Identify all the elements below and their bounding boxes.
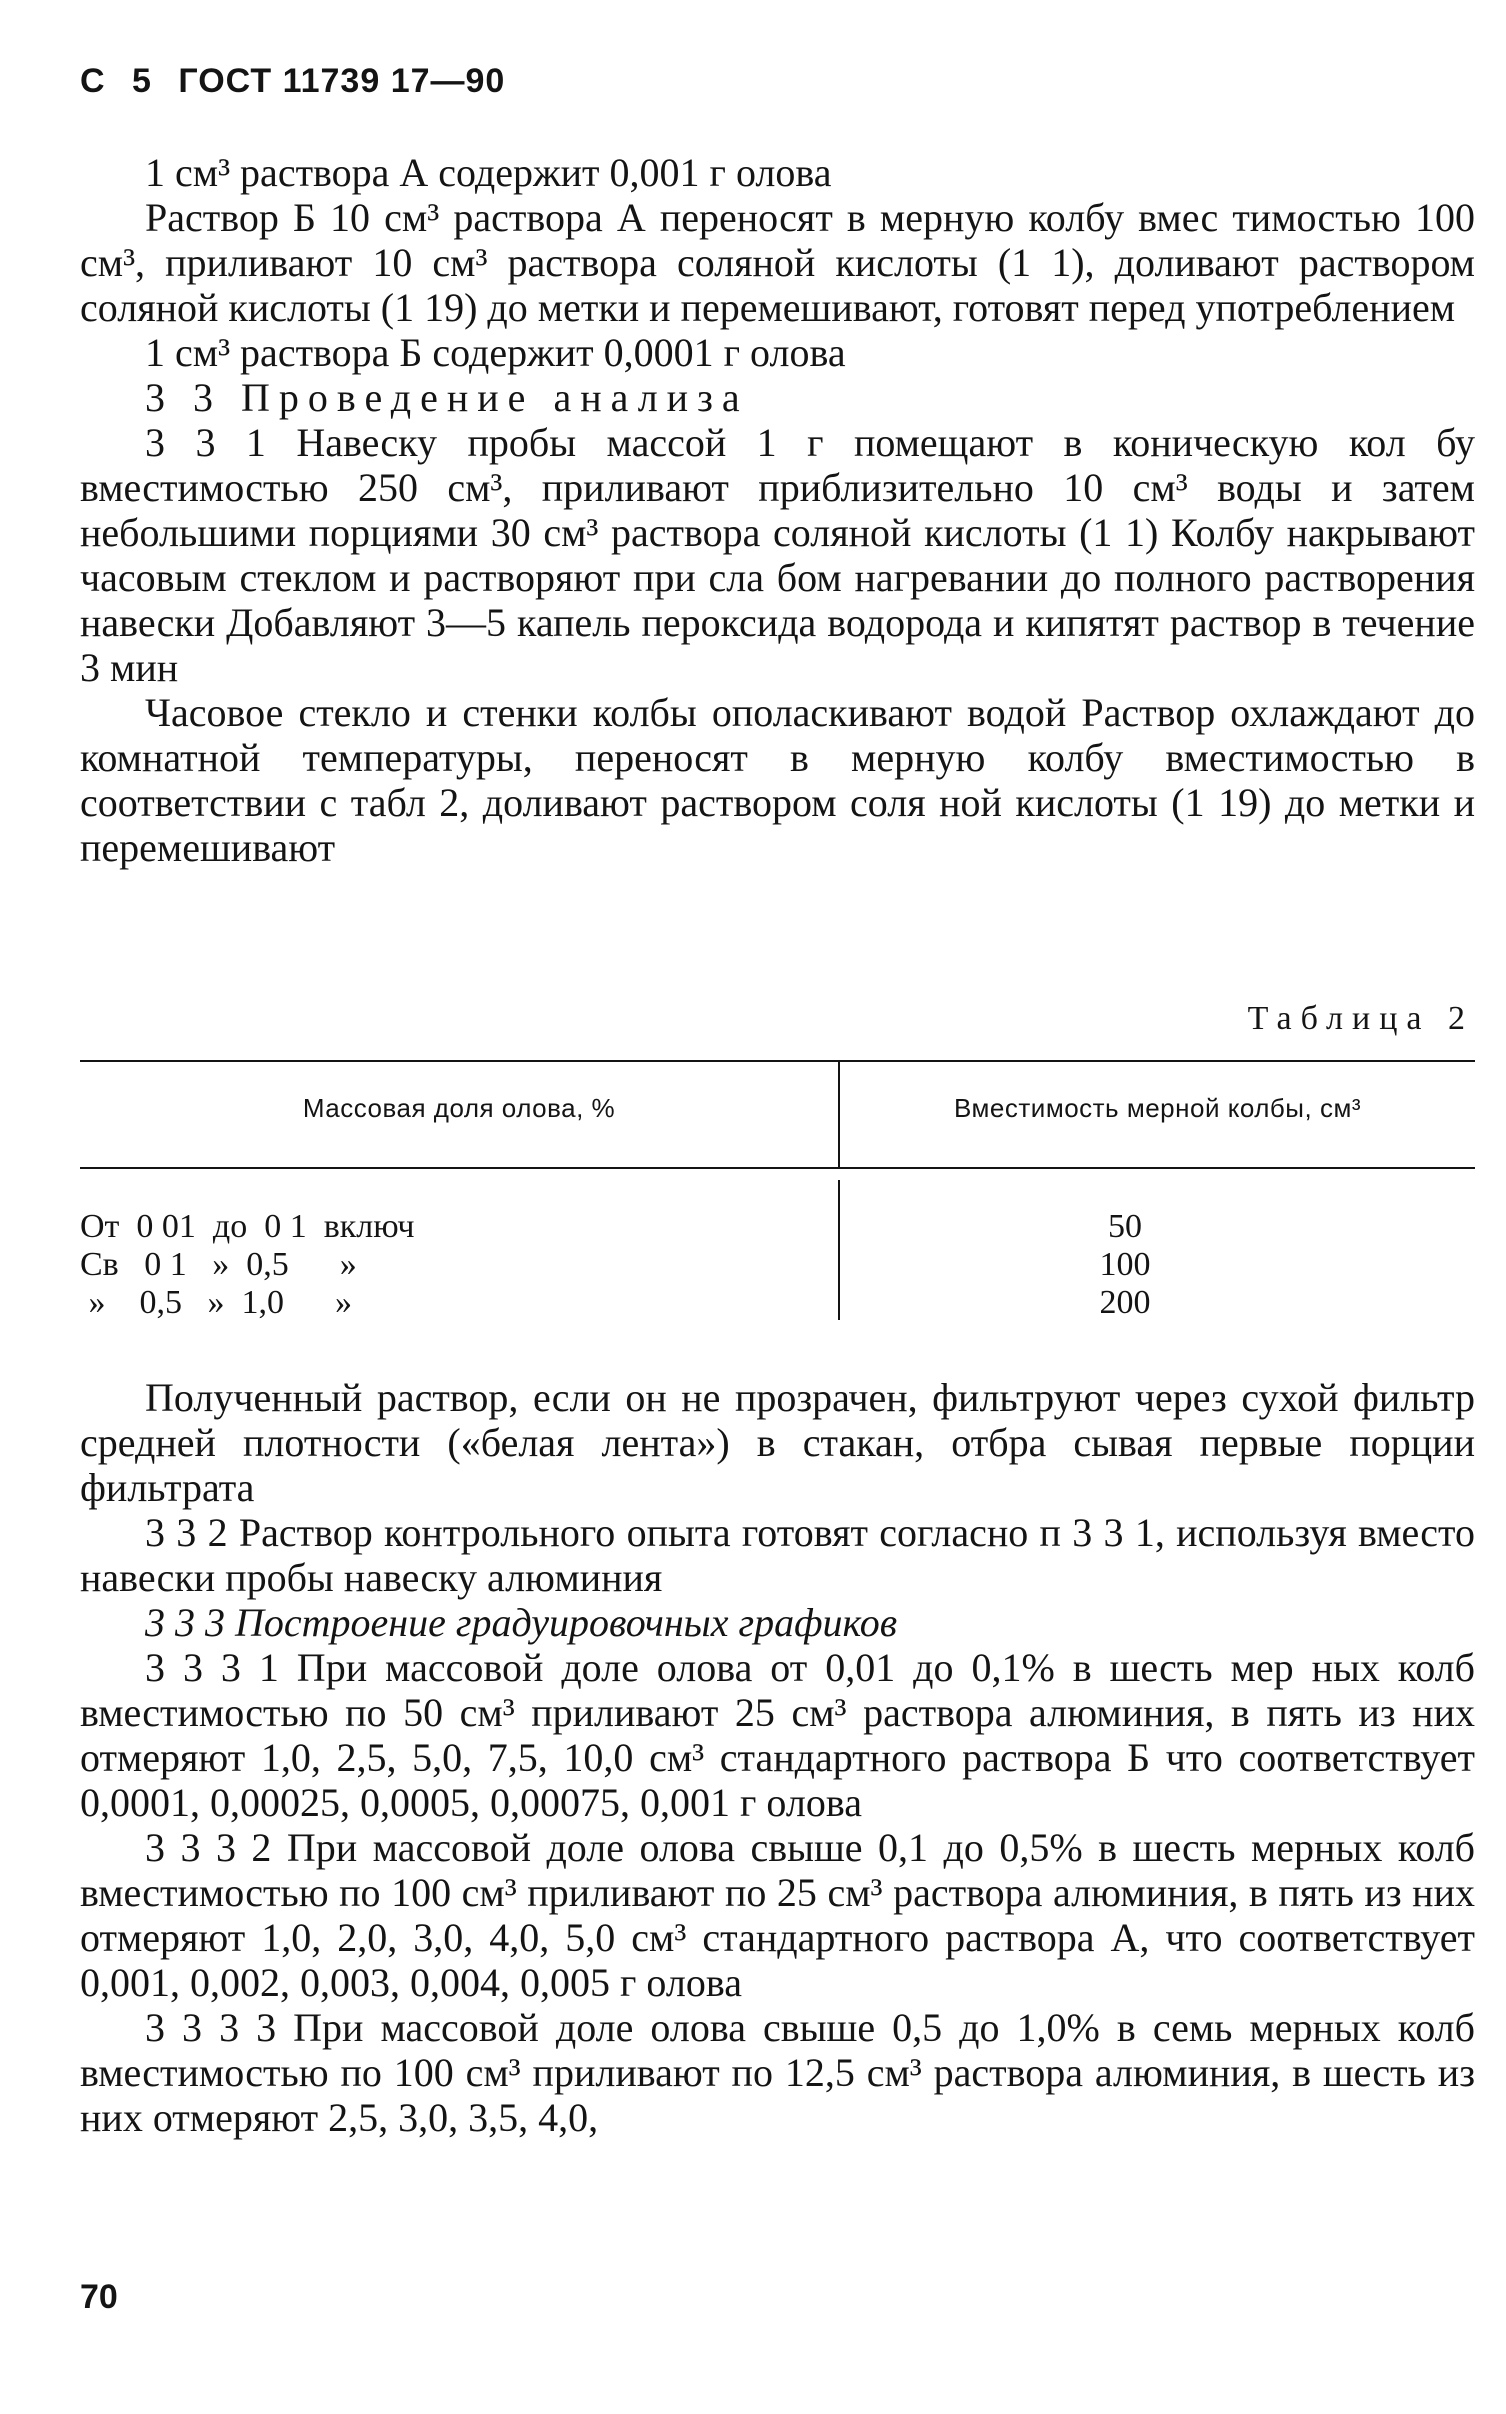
table-header-mass-fraction: Массовая доля олова, % — [302, 1093, 616, 1123]
table-cell-range: От 0 01 до 0 1 включ — [80, 1208, 415, 1245]
subsection-heading: 3 3 3 Построение градуировочных графиков — [145, 1600, 898, 1645]
header-page: 5 — [132, 62, 152, 100]
paragraph: 3 3 1 Навеску пробы массой 1 г помещают в коническую кол бу вместимостью 250 см³, приливают приблизительно 10 см³ воды и затем небольшими порциями 30 см³ раствора соляной кислоты (1 1) Колбу накрывают часовым стеклом и растворяют при сла бом нагревании до полного растворения навески Добавляют 3—5 капель пероксида водорода и кипятят раствор в течение 3 мин — [80, 420, 1475, 690]
page-header — [80, 62, 521, 101]
text-block-1 — [80, 150, 1475, 870]
paragraph: Полученный раствор, если он не прозрачен, фильтруют через сухой фильтр средней плотности («белая лента») в стакан, отбра сывая первые порции фильтрата — [80, 1375, 1475, 1510]
paragraph: 3 3 3 1 При массовой доле олова от 0,01 до 0,1% в шесть мер ных колб вместимостью по 50 см³ приливают 25 см³ раствора алюминия, в пять из них отмеряют 1,0, 2,5, 5,0, 7,5, 10,0 см³ стандартного раствора Б что соответствует 0,0001, 0,00025, 0,0005, 0,00075, 0,001 г олова — [80, 1645, 1475, 1825]
table-cell-volume: 50 — [1108, 1208, 1142, 1245]
paragraph: 3 3 3 2 При массовой доле олова свыше 0,1 до 0,5% в шесть мерных колб вместимостью по 100 см³ приливают по 25 см³ раствора алюминия, в пять из них отмеряют 1,0, 2,0, 3,0, 4,0, 5,0 см³ стандартного раствора А, что соответствует 0,001, 0,002, 0,003, 0,004, 0,005 г олова — [80, 1825, 1475, 2005]
table-row — [80, 1246, 1475, 1284]
paragraph: 3 3 2 Раствор контрольного опыта готовят согласно п 3 3 1, используя вместо навески пробы навеску алюминия — [80, 1510, 1475, 1600]
table-row — [80, 1284, 1475, 1322]
table-cell-range: » 0,5 » 1,0 » — [80, 1284, 352, 1321]
table-cell-range: Св 0 1 » 0,5 » — [80, 1246, 357, 1283]
table-row — [80, 1208, 1475, 1246]
table-top-rule — [80, 1060, 1475, 1062]
header-prefix: С — [80, 62, 106, 100]
header-standard: ГОСТ 11739 17—90 — [178, 62, 506, 100]
paragraph: Раствор Б 10 см³ раствора А переносят в мерную колбу вмес тимостью 100 см³, приливают 10 см³ раствора соляной кислоты (1 1), доливают раствором соляной кислоты (1 19) до метки и перемешивают, готовят перед употреблением — [80, 195, 1475, 330]
paragraph: 1 см³ раствора Б содержит 0,0001 г олова — [145, 330, 846, 375]
table-header-flask-volume: Вместимость мерной колбы, см³ — [954, 1093, 1361, 1123]
table-caption: Таблица 2 — [1247, 1000, 1474, 1037]
table-header-rule — [80, 1167, 1475, 1169]
page-number: 70 — [80, 2278, 118, 2316]
paragraph: Часовое стекло и стенки колбы ополаскивают водой Раствор охлаждают до комнатной температуры, переносят в мерную колбу вместимостью в соответствии с табл 2, доливают раствором соля ной кислоты (1 19) до метки и перемешивают — [80, 690, 1475, 870]
table-cell-volume: 200 — [1099, 1284, 1151, 1321]
text-block-2 — [80, 1375, 1475, 2140]
section-heading: 3 3 Проведение анализа — [145, 375, 749, 420]
paragraph: 3 3 3 3 При массовой доле олова свыше 0,5 до 1,0% в семь мерных колб вместимостью по 100 см³ приливают по 12,5 см³ раствора алюминия, в шесть из них отмеряют 2,5, 3,0, 3,5, 4,0, — [80, 2005, 1475, 2140]
table-cell-volume: 100 — [1099, 1246, 1151, 1283]
paragraph: 1 см³ раствора А содержит 0,001 г олова — [145, 150, 832, 195]
